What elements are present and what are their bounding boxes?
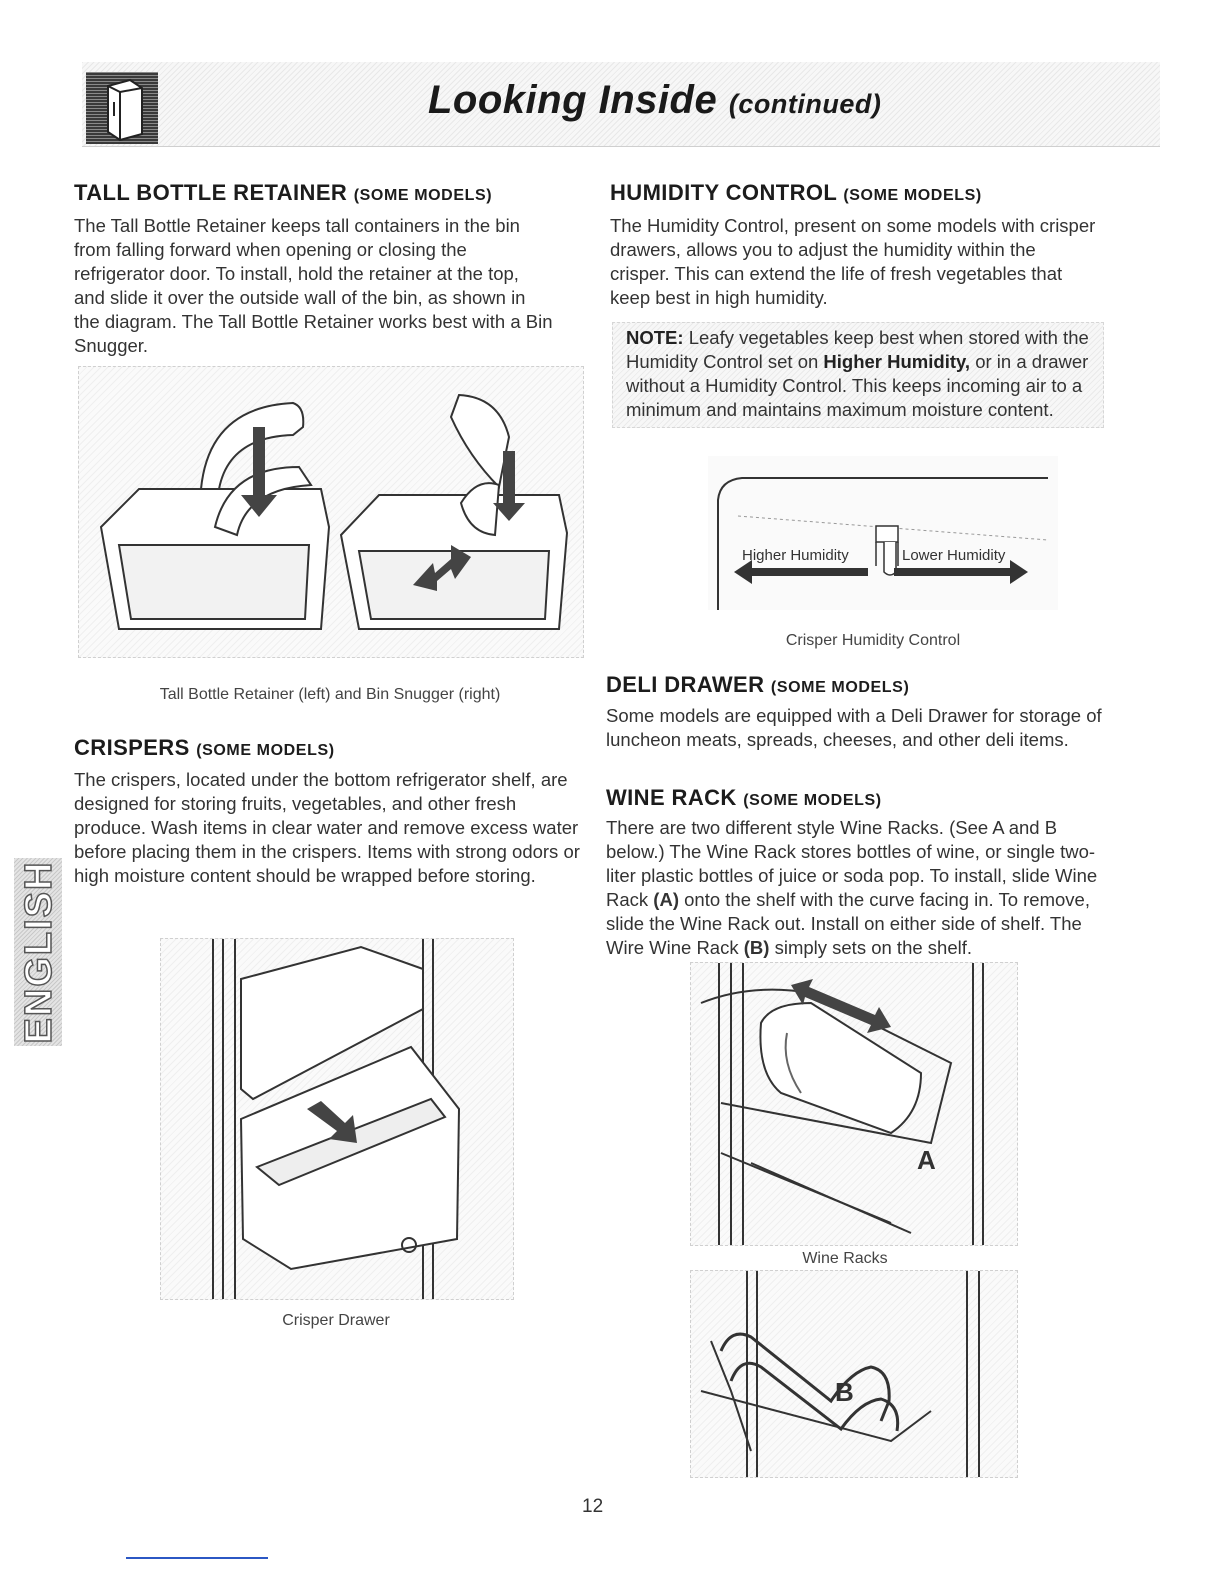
- tall-bottle-heading: [74, 180, 492, 206]
- humidity-heading-note: (SOME MODELS): [843, 187, 982, 204]
- footer-rule: [126, 1557, 268, 1559]
- wine-rack-b-letter: B: [835, 1377, 854, 1407]
- note-text: [626, 326, 1096, 422]
- wine-rack-b-figure: [690, 1270, 1018, 1478]
- lower-humidity-label: Lower Humidity: [902, 547, 1006, 564]
- refrigerator-icon: [86, 72, 158, 144]
- deli-heading-note: (SOME MODELS): [770, 679, 910, 696]
- wine-heading: [606, 785, 882, 811]
- deli-heading: [606, 672, 909, 698]
- crisper-caption: Crisper Drawer: [282, 1312, 390, 1329]
- crispers-heading-text: CRISPERS: [74, 735, 190, 760]
- page-title: [428, 78, 928, 123]
- language-side-tab-label: ENGLISH: [18, 860, 60, 1044]
- humidity-diagram: [708, 456, 1058, 610]
- wine-body-part3: simply sets on the shelf.: [774, 937, 972, 958]
- deli-heading-text: DELI DRAWER: [606, 672, 765, 697]
- note-label: NOTE:: [626, 327, 684, 348]
- wine-caption: Wine Racks: [802, 1250, 888, 1267]
- wine-rack-a-figure: [690, 962, 1018, 1246]
- wine-label-a: (A): [653, 889, 679, 910]
- page-title-sub: (continued): [728, 89, 882, 119]
- crisper-drawer-illustration: [161, 939, 513, 1299]
- humidity-body: The Humidity Control, present on some models with crisper drawers, allows you to adjust the humidity within the crisper. This can extend the life of fresh vegetables that keep best in high humidity.: [610, 215, 1096, 308]
- bin-illustration: [79, 367, 583, 657]
- wine-body-part1: There are two different style Wine Racks. (See A and B below.) The Wine Rack stores bottles of wine, or single two-liter plastic bottles of juice or soda pop. To install, slide Wine Rack: [606, 817, 1098, 910]
- crispers-body: The crispers, located under the bottom refrigerator shelf, are designed for storing fruits, vegetables, and other fresh produce. Wash items in clear water and remove excess water before placing them in the crispers. Items with strong odors or high moisture content should be wrapped before storing.: [74, 769, 580, 886]
- tall-bottle-figure: [78, 366, 584, 658]
- note-part1: Leafy vegetables keep best when stored with the Humidity Control set on: [626, 327, 1089, 372]
- tall-bottle-body: The Tall Bottle Retainer keeps tall containers in the bin from falling forward when opening or closing the refrigerator door. To install, hold the retainer at the top, and slide it over the outside wall of the bin, as shown in the diagram. The Tall Bottle Retainer works best with a Bin Snugger.: [74, 215, 553, 356]
- note-part2: or in a drawer without a Humidity Control. This keeps incoming air to a minimum and maintains maximum moisture content.: [626, 351, 1089, 420]
- tall-bottle-heading-note: (SOME MODELS): [353, 187, 493, 204]
- tall-bottle-heading-text: TALL BOTTLE RETAINER: [74, 180, 348, 205]
- tall-bottle-caption: Tall Bottle Retainer (left) and Bin Snugger (right): [159, 686, 501, 703]
- wine-label-b: (B): [743, 937, 770, 958]
- crispers-heading-note: (SOME MODELS): [196, 742, 335, 759]
- wine-rack-a-illustration: [691, 963, 1017, 1245]
- crispers-heading: [74, 735, 335, 761]
- wine-heading-note: (SOME MODELS): [743, 792, 882, 809]
- deli-body: Some models are equipped with a Deli Drawer for storage of luncheon meats, spreads, cheeses, and other deli items.: [606, 705, 1102, 750]
- wine-body: [606, 816, 1116, 960]
- page-title-main: Looking Inside: [428, 78, 718, 122]
- crisper-figure: [160, 938, 514, 1300]
- higher-humidity-label: Higher Humidity: [742, 547, 849, 564]
- humidity-caption: Crisper Humidity Control: [785, 632, 961, 649]
- wine-body-part2: onto the shelf with the curve facing in. To remove, slide the Wine Rack out. Install on either side of shelf. The Wire Wine Rack: [606, 889, 1090, 958]
- wine-rack-b-illustration: [691, 1271, 1017, 1477]
- wine-rack-a-letter: A: [917, 1145, 936, 1175]
- wine-heading-text: WINE RACK: [606, 785, 737, 810]
- humidity-heading-text: HUMIDITY CONTROL: [610, 180, 837, 205]
- page-number: 12: [582, 1496, 604, 1517]
- note-bold: Higher Humidity,: [823, 351, 971, 372]
- humidity-heading: [610, 180, 982, 206]
